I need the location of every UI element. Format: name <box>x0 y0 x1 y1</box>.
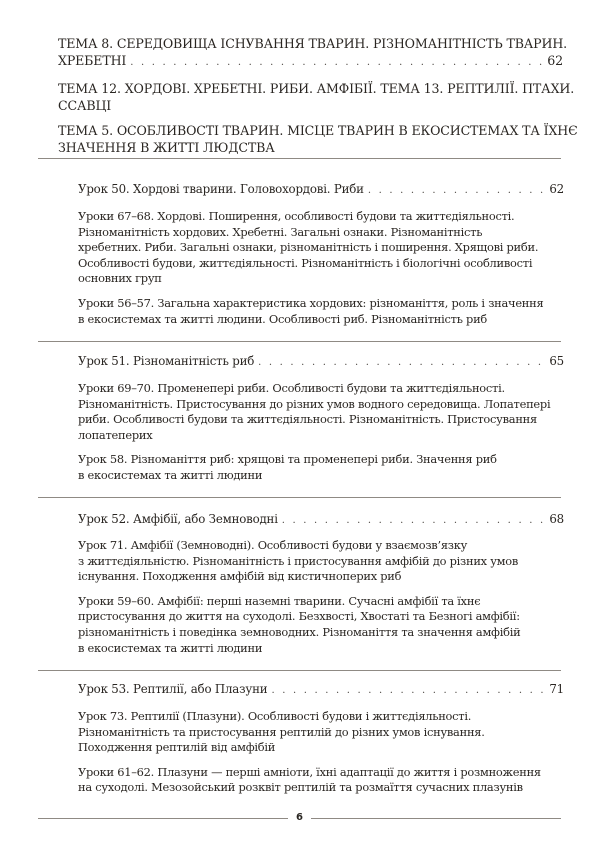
themes-block <box>58 36 578 165</box>
text-line: Уроки 67–68. Хордові. Поширення, особливості будови та життєдіяльності. <box>78 209 515 223</box>
text-line: існування. Походження амфібій від кистичноперих риб <box>78 569 402 584</box>
section-divider <box>38 670 561 671</box>
text-line: Урок 71. Амфібії (Земноводні). Особливості будови у взаємозв’язку <box>78 538 468 552</box>
text-line: Особливості будови, життєдіяльності. Різноманітність і біологічні особливості <box>78 255 533 270</box>
text-line: в екосистемах та житті людини. Особливості риб. Різноманітність риб <box>78 311 488 326</box>
section-divider <box>38 497 561 498</box>
text-line: хребетних. Риби. Загальні ознаки, різноманітність і поширення. Хрящові риби. <box>78 240 539 255</box>
page-number: 71 <box>549 682 564 696</box>
text-line: риби. Особливості будови та життєдіяльності. Різноманітність. Пристосування <box>78 412 537 427</box>
lesson-description <box>78 381 564 443</box>
lesson-block <box>78 681 564 796</box>
lesson-title: Урок 51. Різноманітність риб <box>78 354 255 368</box>
lesson-heading[interactable] <box>78 681 564 699</box>
section-divider <box>38 158 561 159</box>
text-line: пристосування до життя на суходолі. Безхвості, Хвостаті та Безногі амфібії: <box>78 609 520 624</box>
text-line: Різноманітність хордових. Хребетні. Загальні ознаки. Різноманітність <box>78 224 483 239</box>
theme-entry[interactable] <box>58 81 575 114</box>
theme-title-line: ТЕМА 12. ХОРДОВІ. ХРЕБЕТНІ. РИБИ. АМФІБІЇ. ТЕМА 13. РЕПТИЛІЇ. ПТАХИ. <box>58 81 575 96</box>
text-line: з життєдіяльністю. Різноманітність і пристосування амфібій до різних умов <box>78 553 519 568</box>
text-line: Урок 58. Різноманіття риб: хрящові та променепері риби. Значення риб <box>78 452 497 467</box>
theme-entry[interactable] <box>58 36 568 71</box>
text-line: основних груп <box>78 271 162 286</box>
lesson-description <box>78 538 564 585</box>
text-line: Уроки 56–57. Загальна характеристика хордових: різноманіття, роль і значення <box>78 295 544 310</box>
text-line: різноманітність і поведінка земноводних. Різноманіття та значення амфібій <box>78 624 521 639</box>
page-number: 65 <box>549 354 564 368</box>
text-line: Уроки 69–70. Променепері риби. Особливості будови та життєдіяльності. <box>78 381 505 395</box>
theme-entry[interactable] <box>58 123 578 156</box>
dot-leader <box>368 183 546 199</box>
lesson-block <box>78 181 564 327</box>
page-number: 62 <box>547 52 563 68</box>
footer-page-number: 6 <box>296 812 303 823</box>
text-line: лопатеперих <box>78 427 153 442</box>
lesson-description <box>78 765 564 796</box>
lesson-heading[interactable] <box>78 353 564 371</box>
text-line: Різноманітність та пристосування рептилій до різних умов існування. <box>78 724 485 739</box>
text-line: в екосистемах та житті людини <box>78 640 263 655</box>
theme-title-line: ССАВЦІ <box>58 97 112 113</box>
text-line: Уроки 61–62. Плазуни — перші амніоти, їхні адаптації до життя і розмноження <box>78 764 541 779</box>
lesson-description <box>78 296 564 327</box>
lesson-block <box>78 511 564 656</box>
text-line: Урок 73. Рептилії (Плазуни). Особливості будови і життєдіяльності. <box>78 709 472 723</box>
page-number: 68 <box>549 512 564 526</box>
text-line: в екосистемах та житті людини <box>78 467 263 482</box>
theme-title-line: ХРЕБЕТНІ <box>58 52 127 68</box>
dot-leader <box>258 355 545 371</box>
lesson-description <box>78 452 564 483</box>
lesson-title: Урок 50. Хордові тварини. Головохордові. Риби <box>78 182 364 196</box>
lesson-title: Урок 53. Рептилії, або Плазуни <box>78 682 268 696</box>
dot-leader <box>282 513 546 529</box>
theme-title-line: ТЕМА 8. СЕРЕДОВИЩА ІСНУВАННЯ ТВАРИН. РІЗНОМАНІТНІСТЬ ТВАРИН. <box>58 36 568 51</box>
lesson-description <box>78 709 564 756</box>
theme-title-line: ТЕМА 5. ОСОБЛИВОСТІ ТВАРИН. МІСЦЕ ТВАРИН В ЕКОСИСТЕМАХ ТА ЇХНЄ <box>58 123 578 138</box>
page-footer <box>38 810 561 826</box>
dot-leader <box>130 55 543 72</box>
text-line: Різноманітність. Пристосування до різних умов водного середовища. Лопатепері <box>78 396 551 411</box>
text-line: на суходолі. Мезозойський розквіт рептилій та розмаїття сучасних плазунів <box>78 780 523 795</box>
text-line: Походження рептилій від амфібій <box>78 740 276 755</box>
lesson-description <box>78 594 564 656</box>
lesson-description <box>78 209 564 287</box>
lesson-title: Урок 52. Амфібії, або Земноводні <box>78 512 278 526</box>
dot-leader <box>271 683 545 699</box>
lesson-heading[interactable] <box>78 181 564 199</box>
theme-title-line: ЗНАЧЕННЯ В ЖИТТІ ЛЮДСТВА <box>58 139 275 155</box>
lesson-block <box>78 353 564 484</box>
section-divider <box>38 341 561 342</box>
page-number: 62 <box>549 182 564 196</box>
lesson-heading[interactable] <box>78 511 564 529</box>
footer-rule <box>311 818 561 819</box>
text-line: Уроки 59–60. Амфібії: перші наземні тварини. Сучасні амфібії та їхнє <box>78 593 481 608</box>
